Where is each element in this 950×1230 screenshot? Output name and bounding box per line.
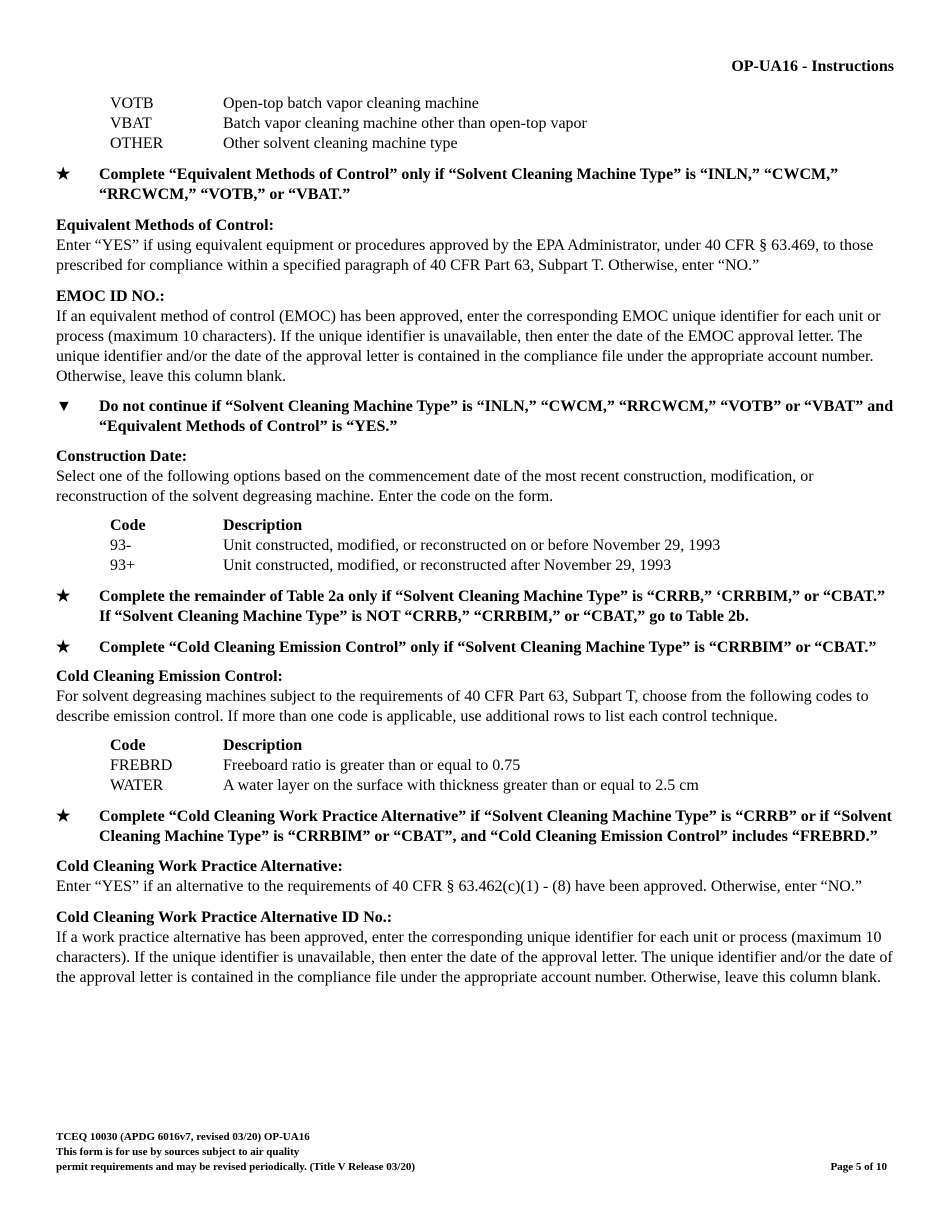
section-emoc-id (56, 287, 894, 387)
note-do-not-continue (56, 397, 894, 437)
triangle-down-icon: ▼ (56, 398, 72, 415)
section-text: If a work practice alternative has been approved, enter the corresponding unique identifier for each unit or process (maximum 10 characters). If the unique identifier is unavailable, then enter the date of the approval letter. The unique identifier and/or the date of the approval letter is contained in the compliance file under the appropriate account number. Otherwise, leave this column blank. (56, 929, 893, 986)
column-header-code: Code (110, 517, 146, 534)
section-work-practice-alternative (56, 857, 894, 897)
section-equivalent-methods (56, 216, 894, 276)
list-item (110, 134, 894, 154)
code-cell: VOTB (110, 95, 154, 112)
note-text: Complete the remainder of Table 2a only if “Solvent Cleaning Machine Type” is “CRRB,” ‘CRRBIM,” or “CBAT.” If “Solvent Cleaning Machine Type” is NOT “CRRB,” “CRRBIM,” or “CBAT,” go to Table 2b. (99, 588, 885, 625)
code-cell: WATER (110, 777, 164, 794)
page-header-title: OP-UA16 - Instructions (731, 58, 894, 75)
star-icon: ★ (56, 808, 71, 825)
emission-code-table (110, 736, 894, 796)
page-number: Page 5 of 10 (830, 1161, 887, 1173)
section-heading: Cold Cleaning Work Practice Alternative ID No.: (56, 909, 393, 926)
section-text: If an equivalent method of control (EMOC) has been approved, enter the corresponding EMOC unique identifier for each unit or process (maximum 10 characters). If the unique identifier is unavailable, then enter the date of the EMOC approval letter. The unique identifier and/or the date of the approval letter is contained in the compliance file under the appropriate account number. Otherwise, leave this column blank. (56, 308, 881, 385)
list-item (110, 114, 894, 134)
footer-line: This form is for use by sources subject to air quality (56, 1146, 300, 1158)
desc-cell: Freeboard ratio is greater than or equal to 0.75 (223, 757, 521, 774)
note-text: Complete “Cold Cleaning Emission Control” only if “Solvent Cleaning Machine Type” is “CRRBIM” or “CBAT.” (99, 639, 877, 656)
column-header-description: Description (223, 517, 303, 534)
note-text: Complete “Equivalent Methods of Control” only if “Solvent Cleaning Machine Type” is “INLN,” “CWCM,” “RRCWCM,” “VOTB,” or “VBAT.” (99, 166, 839, 203)
table-row (110, 756, 894, 776)
table-row (110, 536, 894, 556)
note-work-practice (56, 807, 894, 847)
section-work-practice-id (56, 908, 894, 988)
note-equivalent-methods (56, 165, 894, 205)
column-header-description: Description (223, 737, 303, 754)
section-heading: Cold Cleaning Emission Control: (56, 668, 283, 685)
code-cell: 93+ (110, 557, 136, 574)
desc-cell: Unit constructed, modified, or reconstructed on or before November 29, 1993 (223, 537, 721, 554)
desc-cell: A water layer on the surface with thickness greater than or equal to 2.5 cm (223, 777, 699, 794)
code-cell: FREBRD (110, 757, 173, 774)
section-heading: Equivalent Methods of Control: (56, 217, 274, 234)
note-text: Complete “Cold Cleaning Work Practice Alternative” if “Solvent Cleaning Machine Type” is “CRRB” or if “Solvent Cleaning Machine Type” is “CRRBIM” or “CBAT”, and “Cold Cleaning Emission Control” includes “FREBRD.” (99, 808, 892, 845)
section-construction-date (56, 447, 894, 507)
star-icon: ★ (56, 588, 71, 605)
section-heading: EMOC ID NO.: (56, 288, 165, 305)
star-icon: ★ (56, 166, 71, 183)
code-cell: 93- (110, 537, 132, 554)
section-text: Select one of the following options based on the commencement date of the most recent construction, modification, or reconstruction of the solvent degreasing machine. Enter the code on the form. (56, 468, 814, 505)
code-cell: VBAT (110, 115, 152, 132)
code-cell: OTHER (110, 135, 164, 152)
desc-cell: Other solvent cleaning machine type (223, 135, 458, 152)
section-text: Enter “YES” if an alternative to the requirements of 40 CFR § 63.462(c)(1) - (8) have been approved. Otherwise, enter “NO.” (56, 878, 862, 895)
star-icon: ★ (56, 639, 71, 656)
note-remainder-table (56, 587, 894, 627)
machine-type-list (110, 94, 894, 154)
section-heading: Construction Date: (56, 448, 188, 465)
section-text: For solvent degreasing machines subject to the requirements of 40 CFR Part 63, Subpart T, choose from the following codes to describe emission control. If more than one code is applicable, use additional rows to list each control technique. (56, 688, 869, 725)
list-item (110, 94, 894, 114)
section-cold-emission-control (56, 667, 894, 727)
desc-cell: Unit constructed, modified, or reconstructed after November 29, 1993 (223, 557, 672, 574)
footer-line: TCEQ 10030 (APDG 6016v7, revised 03/20) OP-UA16 (56, 1131, 310, 1143)
footer-form-info (56, 1130, 415, 1175)
table-header (110, 516, 894, 536)
footer-line: permit requirements and may be revised periodically. (Title V Release 03/20) (56, 1161, 415, 1173)
construction-code-table (110, 516, 894, 576)
note-cold-emission (56, 638, 894, 658)
table-header (110, 736, 894, 756)
note-text: Do not continue if “Solvent Cleaning Machine Type” is “INLN,” “CWCM,” “RRCWCM,” “VOTB” or “VBAT” and “Equivalent Methods of Control” is “YES.” (99, 398, 894, 435)
desc-cell: Open-top batch vapor cleaning machine (223, 95, 479, 112)
section-text: Enter “YES” if using equivalent equipment or procedures approved by the EPA Administrator, under 40 CFR § 63.469, to those prescribed for compliance within a specified paragraph of 40 CFR Part 63, Subpart T. Otherwise, enter “NO.” (56, 237, 874, 274)
table-row (110, 776, 894, 796)
section-heading: Cold Cleaning Work Practice Alternative: (56, 858, 343, 875)
table-row (110, 556, 894, 576)
column-header-code: Code (110, 737, 146, 754)
desc-cell: Batch vapor cleaning machine other than open-top vapor (223, 115, 587, 132)
